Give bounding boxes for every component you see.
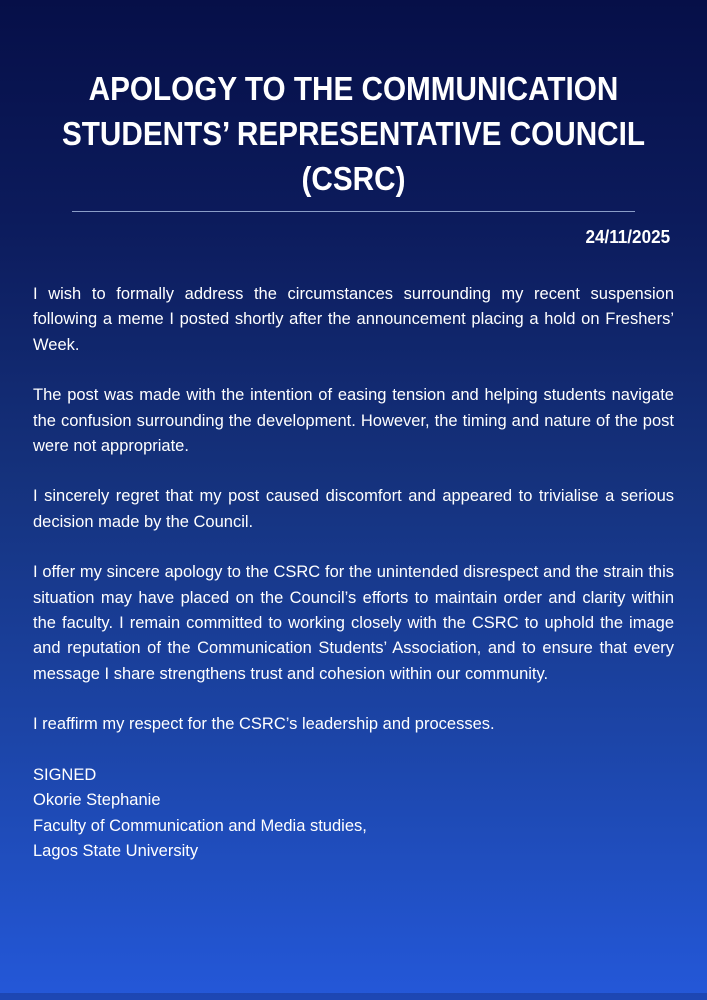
signature-university: Lagos State University <box>33 841 199 860</box>
page-title-line-3: (CSRC) <box>301 160 406 197</box>
apology-paragraph-5: I reaffirm my respect for the CSRC’s leadership and processes. <box>33 715 495 734</box>
letter-body <box>33 282 674 864</box>
date-label: 24/11/2025 <box>585 227 670 247</box>
page-title-line-2: STUDENTS’ REPRESENTATIVE COUNCIL <box>61 115 646 152</box>
title-divider <box>72 211 635 212</box>
signature-block <box>33 763 674 865</box>
apology-paragraph-2: The post was made with the intention of easing tension and helping students navigate the confusion surrounding the development. However, the timing and nature of the post were not appropriate. <box>33 386 674 456</box>
date-row <box>37 225 670 249</box>
signature-name: Okorie Stephanie <box>33 791 161 810</box>
bottom-edge-strip <box>0 993 707 1000</box>
apology-paragraph-1: I wish to formally address the circumstances surrounding my recent suspension following a meme I posted shortly after the announcement placing a hold on Freshers’ Week. <box>33 285 674 354</box>
signature-faculty: Faculty of Communication and Media studies, <box>33 816 367 835</box>
apology-paragraph-3: I sincerely regret that my post caused discomfort and appeared to trivialise a serious decision made by the Council. <box>33 487 674 531</box>
page-title <box>0 0 707 201</box>
signature-signed-label: SIGNED <box>33 765 97 784</box>
page-title-line-1: APOLOGY TO THE COMMUNICATION <box>88 70 619 107</box>
apology-paragraph-4: I offer my sincere apology to the CSRC for the unintended disrespect and the strain this situation may have placed on the Council’s efforts to maintain order and clarity within the faculty. I remain committed to working closely with the CSRC to uphold the image and reputation of the Communication Students’ Association, and to ensure that every message I share strengthens trust and cohesion within our community. <box>33 563 674 683</box>
